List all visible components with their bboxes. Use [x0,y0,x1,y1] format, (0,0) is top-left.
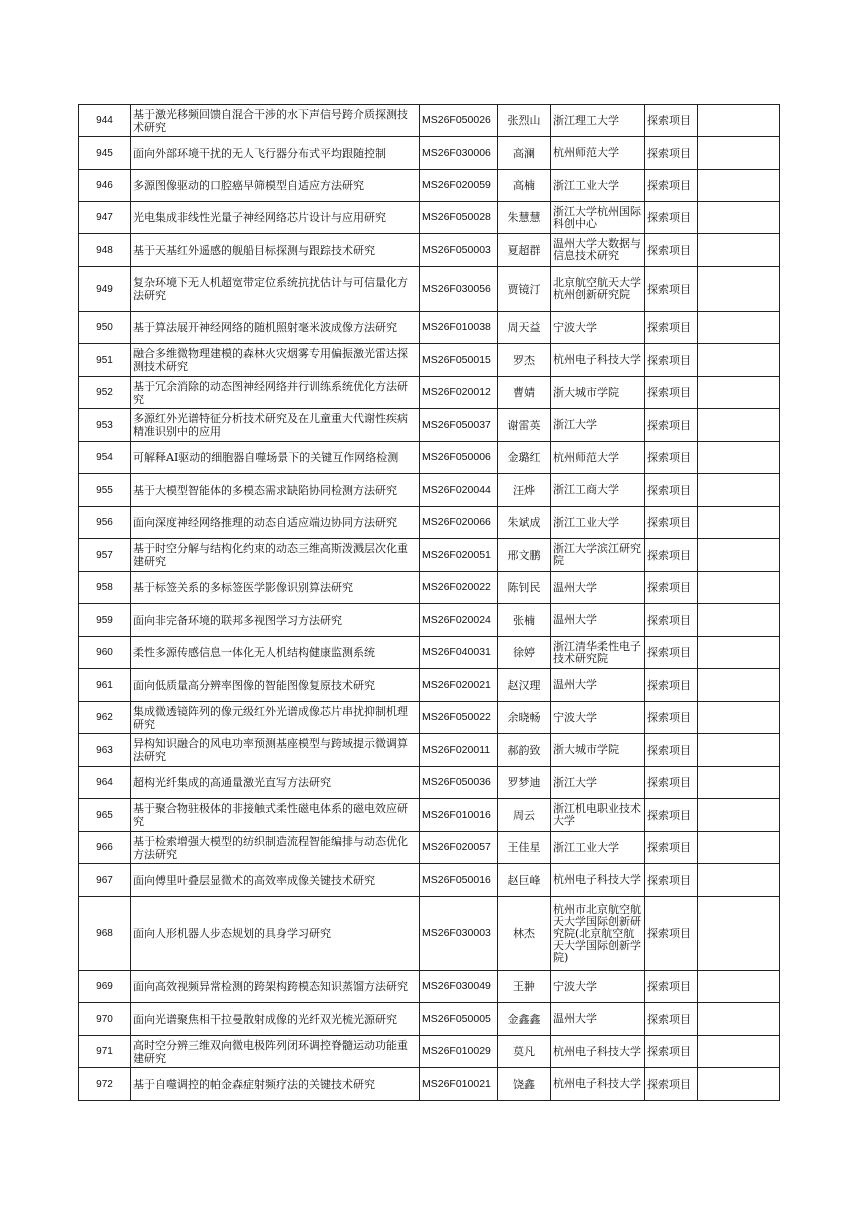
project-type-cell: 探索项目 [645,864,698,897]
project-title-cell: 面向光谱聚焦相干拉曼散射成像的光纤双光梳光源研究 [131,1003,420,1036]
remarks-cell [698,832,780,864]
institution-cell: 杭州电子科技大学 [551,864,645,897]
project-code-cell: MS26F010016 [420,799,498,832]
table-row [79,971,780,1003]
row-number-cell: 948 [79,234,131,267]
remarks-cell [698,409,780,442]
project-type-cell: 探索项目 [645,971,698,1003]
project-code-cell: MS26F010029 [420,1036,498,1068]
institution-cell: 浙大城市学院 [551,734,645,767]
remarks-cell [698,637,780,669]
remarks-cell [698,767,780,799]
project-title-cell: 面向高效视频异常检测的跨架构跨模态知识蒸馏方法研究 [131,971,420,1003]
project-title-cell: 面向深度神经网络推理的动态自适应端边协同方法研究 [131,507,420,539]
table-body [79,105,780,1101]
row-number-cell: 966 [79,832,131,864]
project-type-cell: 探索项目 [645,734,698,767]
table-row [79,1068,780,1101]
institution-cell: 浙江大学 [551,409,645,442]
remarks-cell [698,234,780,267]
project-title-cell: 光电集成非线性光量子神经网络芯片设计与应用研究 [131,202,420,234]
project-title-cell: 基于大模型智能体的多模态需求缺陷协同检测方法研究 [131,474,420,507]
table-row [79,734,780,767]
project-type-cell: 探索项目 [645,767,698,799]
remarks-cell [698,897,780,971]
project-type-cell: 探索项目 [645,799,698,832]
project-code-cell: MS26F030006 [420,137,498,170]
project-type-cell: 探索项目 [645,507,698,539]
table-row [79,202,780,234]
table-row [79,507,780,539]
project-type-cell: 探索项目 [645,474,698,507]
project-code-cell: MS26F050016 [420,864,498,897]
table-row [79,377,780,409]
institution-cell: 杭州电子科技大学 [551,344,645,377]
table-row [79,767,780,799]
project-title-cell: 融合多维微物理建模的森林火灾烟雾专用偏振激光雷达探测技术研究 [131,344,420,377]
project-code-cell: MS26F050006 [420,442,498,474]
project-type-cell: 探索项目 [645,637,698,669]
applicant-name-cell: 贾镜汀 [498,267,551,312]
remarks-cell [698,702,780,734]
table-row [79,344,780,377]
applicant-name-cell: 王佳星 [498,832,551,864]
project-code-cell: MS26F050036 [420,767,498,799]
remarks-cell [698,267,780,312]
project-title-cell: 多源图像驱动的口腔癌早筛模型自适应方法研究 [131,170,420,202]
project-type-cell: 探索项目 [645,409,698,442]
project-type-cell: 探索项目 [645,202,698,234]
project-title-cell: 面向非完备环境的联邦多视图学习方法研究 [131,604,420,637]
applicant-name-cell: 赵汉理 [498,669,551,702]
institution-cell: 温州大学 [551,1003,645,1036]
institution-cell: 杭州市北京航空航天大学国际创新研究院(北京航空航天大学国际创新学院) [551,897,645,971]
applicant-name-cell: 王翀 [498,971,551,1003]
applicant-name-cell: 张烈山 [498,105,551,137]
applicant-name-cell: 金璐红 [498,442,551,474]
row-number-cell: 952 [79,377,131,409]
table-row [79,702,780,734]
remarks-cell [698,202,780,234]
row-number-cell: 960 [79,637,131,669]
institution-cell: 浙江工业大学 [551,832,645,864]
applicant-name-cell: 饶鑫 [498,1068,551,1101]
remarks-cell [698,1036,780,1068]
project-code-cell: MS26F020057 [420,832,498,864]
table-row [79,897,780,971]
row-number-cell: 972 [79,1068,131,1101]
remarks-cell [698,474,780,507]
applicant-name-cell: 夏超群 [498,234,551,267]
remarks-cell [698,539,780,572]
project-title-cell: 异构知识融合的风电功率预测基座模型与跨域提示微调算法研究 [131,734,420,767]
remarks-cell [698,572,780,604]
applicant-name-cell: 赵巨峰 [498,864,551,897]
project-code-cell: MS26F020021 [420,669,498,702]
institution-cell: 杭州师范大学 [551,442,645,474]
applicant-name-cell: 周天益 [498,312,551,344]
table-row [79,864,780,897]
row-number-cell: 963 [79,734,131,767]
table-row [79,799,780,832]
project-title-cell: 可解释AI驱动的细胞器自噬场景下的关键互作网络检测 [131,442,420,474]
remarks-cell [698,170,780,202]
project-title-cell: 复杂环境下无人机超宽带定位系统抗扰估计与可信量化方法研究 [131,267,420,312]
project-code-cell: MS26F040031 [420,637,498,669]
institution-cell: 温州大学 [551,604,645,637]
remarks-cell [698,971,780,1003]
row-number-cell: 954 [79,442,131,474]
applicant-name-cell: 郝韵致 [498,734,551,767]
project-type-cell: 探索项目 [645,897,698,971]
institution-cell: 宁波大学 [551,702,645,734]
applicant-name-cell: 余晓畅 [498,702,551,734]
row-number-cell: 959 [79,604,131,637]
project-code-cell: MS26F050028 [420,202,498,234]
project-code-cell: MS26F050003 [420,234,498,267]
remarks-cell [698,442,780,474]
project-type-cell: 探索项目 [645,702,698,734]
project-type-cell: 探索项目 [645,832,698,864]
project-title-cell: 多源红外光谱特征分析技术研究及在儿童重大代谢性疾病精准识别中的应用 [131,409,420,442]
project-title-cell: 面向人形机器人步态规划的具身学习研究 [131,897,420,971]
project-type-cell: 探索项目 [645,604,698,637]
applicant-name-cell: 汪烨 [498,474,551,507]
project-title-cell: 基于时空分解与结构化约束的动态三维高斯泼溅层次化重建研究 [131,539,420,572]
project-title-cell: 面向外部环境干扰的无人飞行器分布式平均跟随控制 [131,137,420,170]
project-title-cell: 集成微透镜阵列的像元级红外光谱成像芯片串扰抑制机理研究 [131,702,420,734]
project-code-cell: MS26F020051 [420,539,498,572]
table-row [79,539,780,572]
applicant-name-cell: 张楠 [498,604,551,637]
project-title-cell: 面向傅里叶叠层显微术的高效率成像关键技术研究 [131,864,420,897]
row-number-cell: 956 [79,507,131,539]
applicant-name-cell: 林杰 [498,897,551,971]
project-code-cell: MS26F050005 [420,1003,498,1036]
project-title-cell: 基于算法展开神经网络的随机照射毫米波成像方法研究 [131,312,420,344]
table-row [79,105,780,137]
project-code-cell: MS26F030003 [420,897,498,971]
project-type-cell: 探索项目 [645,1036,698,1068]
remarks-cell [698,344,780,377]
project-title-cell: 基于检索增强大模型的纺织制造流程智能编排与动态优化方法研究 [131,832,420,864]
row-number-cell: 964 [79,767,131,799]
institution-cell: 浙江大学滨江研究院 [551,539,645,572]
row-number-cell: 945 [79,137,131,170]
remarks-cell [698,604,780,637]
project-code-cell: MS26F020011 [420,734,498,767]
institution-cell: 浙江工业大学 [551,170,645,202]
applicant-name-cell: 徐婷 [498,637,551,669]
row-number-cell: 949 [79,267,131,312]
row-number-cell: 946 [79,170,131,202]
table-row [79,137,780,170]
row-number-cell: 968 [79,897,131,971]
table-row [79,442,780,474]
project-title-cell: 超构光纤集成的高通量激光直写方法研究 [131,767,420,799]
row-number-cell: 951 [79,344,131,377]
table-row [79,170,780,202]
project-table [78,104,780,1101]
applicant-name-cell: 曹婧 [498,377,551,409]
project-code-cell: MS26F020059 [420,170,498,202]
row-number-cell: 961 [79,669,131,702]
row-number-cell: 971 [79,1036,131,1068]
applicant-name-cell: 莫凡 [498,1036,551,1068]
table-row [79,637,780,669]
remarks-cell [698,507,780,539]
row-number-cell: 950 [79,312,131,344]
table-row [79,267,780,312]
institution-cell: 温州大学大数据与信息技术研究 [551,234,645,267]
remarks-cell [698,105,780,137]
institution-cell: 浙江大学杭州国际科创中心 [551,202,645,234]
remarks-cell [698,669,780,702]
project-type-cell: 探索项目 [645,312,698,344]
project-title-cell: 基于标签关系的多标签医学影像识别算法研究 [131,572,420,604]
row-number-cell: 967 [79,864,131,897]
institution-cell: 杭州师范大学 [551,137,645,170]
project-code-cell: MS26F030056 [420,267,498,312]
row-number-cell: 955 [79,474,131,507]
project-type-cell: 探索项目 [645,137,698,170]
applicant-name-cell: 高楠 [498,170,551,202]
row-number-cell: 958 [79,572,131,604]
project-type-cell: 探索项目 [645,669,698,702]
row-number-cell: 965 [79,799,131,832]
project-title-cell: 基于聚合物驻极体的非接触式柔性磁电体系的磁电效应研究 [131,799,420,832]
document-page [78,104,780,1101]
table-row [79,604,780,637]
project-title-cell: 面向低质量高分辨率图像的智能图像复原技术研究 [131,669,420,702]
institution-cell: 宁波大学 [551,971,645,1003]
project-type-cell: 探索项目 [645,234,698,267]
project-code-cell: MS26F050026 [420,105,498,137]
project-type-cell: 探索项目 [645,267,698,312]
row-number-cell: 953 [79,409,131,442]
table-row [79,1036,780,1068]
institution-cell: 温州大学 [551,572,645,604]
table-row [79,832,780,864]
project-code-cell: MS26F010021 [420,1068,498,1101]
project-code-cell: MS26F050015 [420,344,498,377]
table-row [79,312,780,344]
institution-cell: 杭州电子科技大学 [551,1036,645,1068]
table-row [79,234,780,267]
project-title-cell: 基于自噬调控的帕金森症射频疗法的关键技术研究 [131,1068,420,1101]
table-row [79,669,780,702]
project-code-cell: MS26F050037 [420,409,498,442]
project-type-cell: 探索项目 [645,344,698,377]
project-type-cell: 探索项目 [645,170,698,202]
table-row [79,474,780,507]
remarks-cell [698,1068,780,1101]
row-number-cell: 962 [79,702,131,734]
project-code-cell: MS26F050022 [420,702,498,734]
project-type-cell: 探索项目 [645,377,698,409]
applicant-name-cell: 金鑫鑫 [498,1003,551,1036]
institution-cell: 浙大城市学院 [551,377,645,409]
project-code-cell: MS26F030049 [420,971,498,1003]
project-title-cell: 基于激光移频回馈自混合干涉的水下声信号跨介质探测技术研究 [131,105,420,137]
applicant-name-cell: 高澜 [498,137,551,170]
institution-cell: 浙江清华柔性电子技术研究院 [551,637,645,669]
institution-cell: 浙江大学 [551,767,645,799]
remarks-cell [698,734,780,767]
institution-cell: 浙江理工大学 [551,105,645,137]
institution-cell: 浙江工商大学 [551,474,645,507]
project-title-cell: 基于天基红外遥感的舰船目标探测与跟踪技术研究 [131,234,420,267]
row-number-cell: 969 [79,971,131,1003]
project-type-cell: 探索项目 [645,572,698,604]
table-row [79,409,780,442]
remarks-cell [698,864,780,897]
row-number-cell: 970 [79,1003,131,1036]
project-code-cell: MS26F020044 [420,474,498,507]
institution-cell: 北京航空航天大学杭州创新研究院 [551,267,645,312]
project-type-cell: 探索项目 [645,442,698,474]
institution-cell: 杭州电子科技大学 [551,1068,645,1101]
applicant-name-cell: 罗杰 [498,344,551,377]
project-code-cell: MS26F020066 [420,507,498,539]
project-code-cell: MS26F020022 [420,572,498,604]
applicant-name-cell: 陈钊民 [498,572,551,604]
table-row [79,572,780,604]
project-title-cell: 高时空分辨三维双向微电极阵列闭环调控脊髓运动功能重建研究 [131,1036,420,1068]
project-type-cell: 探索项目 [645,1003,698,1036]
project-type-cell: 探索项目 [645,539,698,572]
institution-cell: 浙江工业大学 [551,507,645,539]
row-number-cell: 957 [79,539,131,572]
project-code-cell: MS26F020012 [420,377,498,409]
project-title-cell: 柔性多源传感信息一体化无人机结构健康监测系统 [131,637,420,669]
applicant-name-cell: 罗梦迪 [498,767,551,799]
project-title-cell: 基于冗余消除的动态图神经网络并行训练系统优化方法研究 [131,377,420,409]
row-number-cell: 947 [79,202,131,234]
remarks-cell [698,1003,780,1036]
applicant-name-cell: 周云 [498,799,551,832]
institution-cell: 浙江机电职业技术大学 [551,799,645,832]
applicant-name-cell: 邢文鹏 [498,539,551,572]
remarks-cell [698,137,780,170]
project-type-cell: 探索项目 [645,105,698,137]
applicant-name-cell: 谢雷英 [498,409,551,442]
institution-cell: 宁波大学 [551,312,645,344]
applicant-name-cell: 朱斌成 [498,507,551,539]
institution-cell: 温州大学 [551,669,645,702]
remarks-cell [698,312,780,344]
remarks-cell [698,377,780,409]
remarks-cell [698,799,780,832]
project-code-cell: MS26F020024 [420,604,498,637]
project-type-cell: 探索项目 [645,1068,698,1101]
row-number-cell: 944 [79,105,131,137]
applicant-name-cell: 朱慧慧 [498,202,551,234]
project-code-cell: MS26F010038 [420,312,498,344]
table-row [79,1003,780,1036]
